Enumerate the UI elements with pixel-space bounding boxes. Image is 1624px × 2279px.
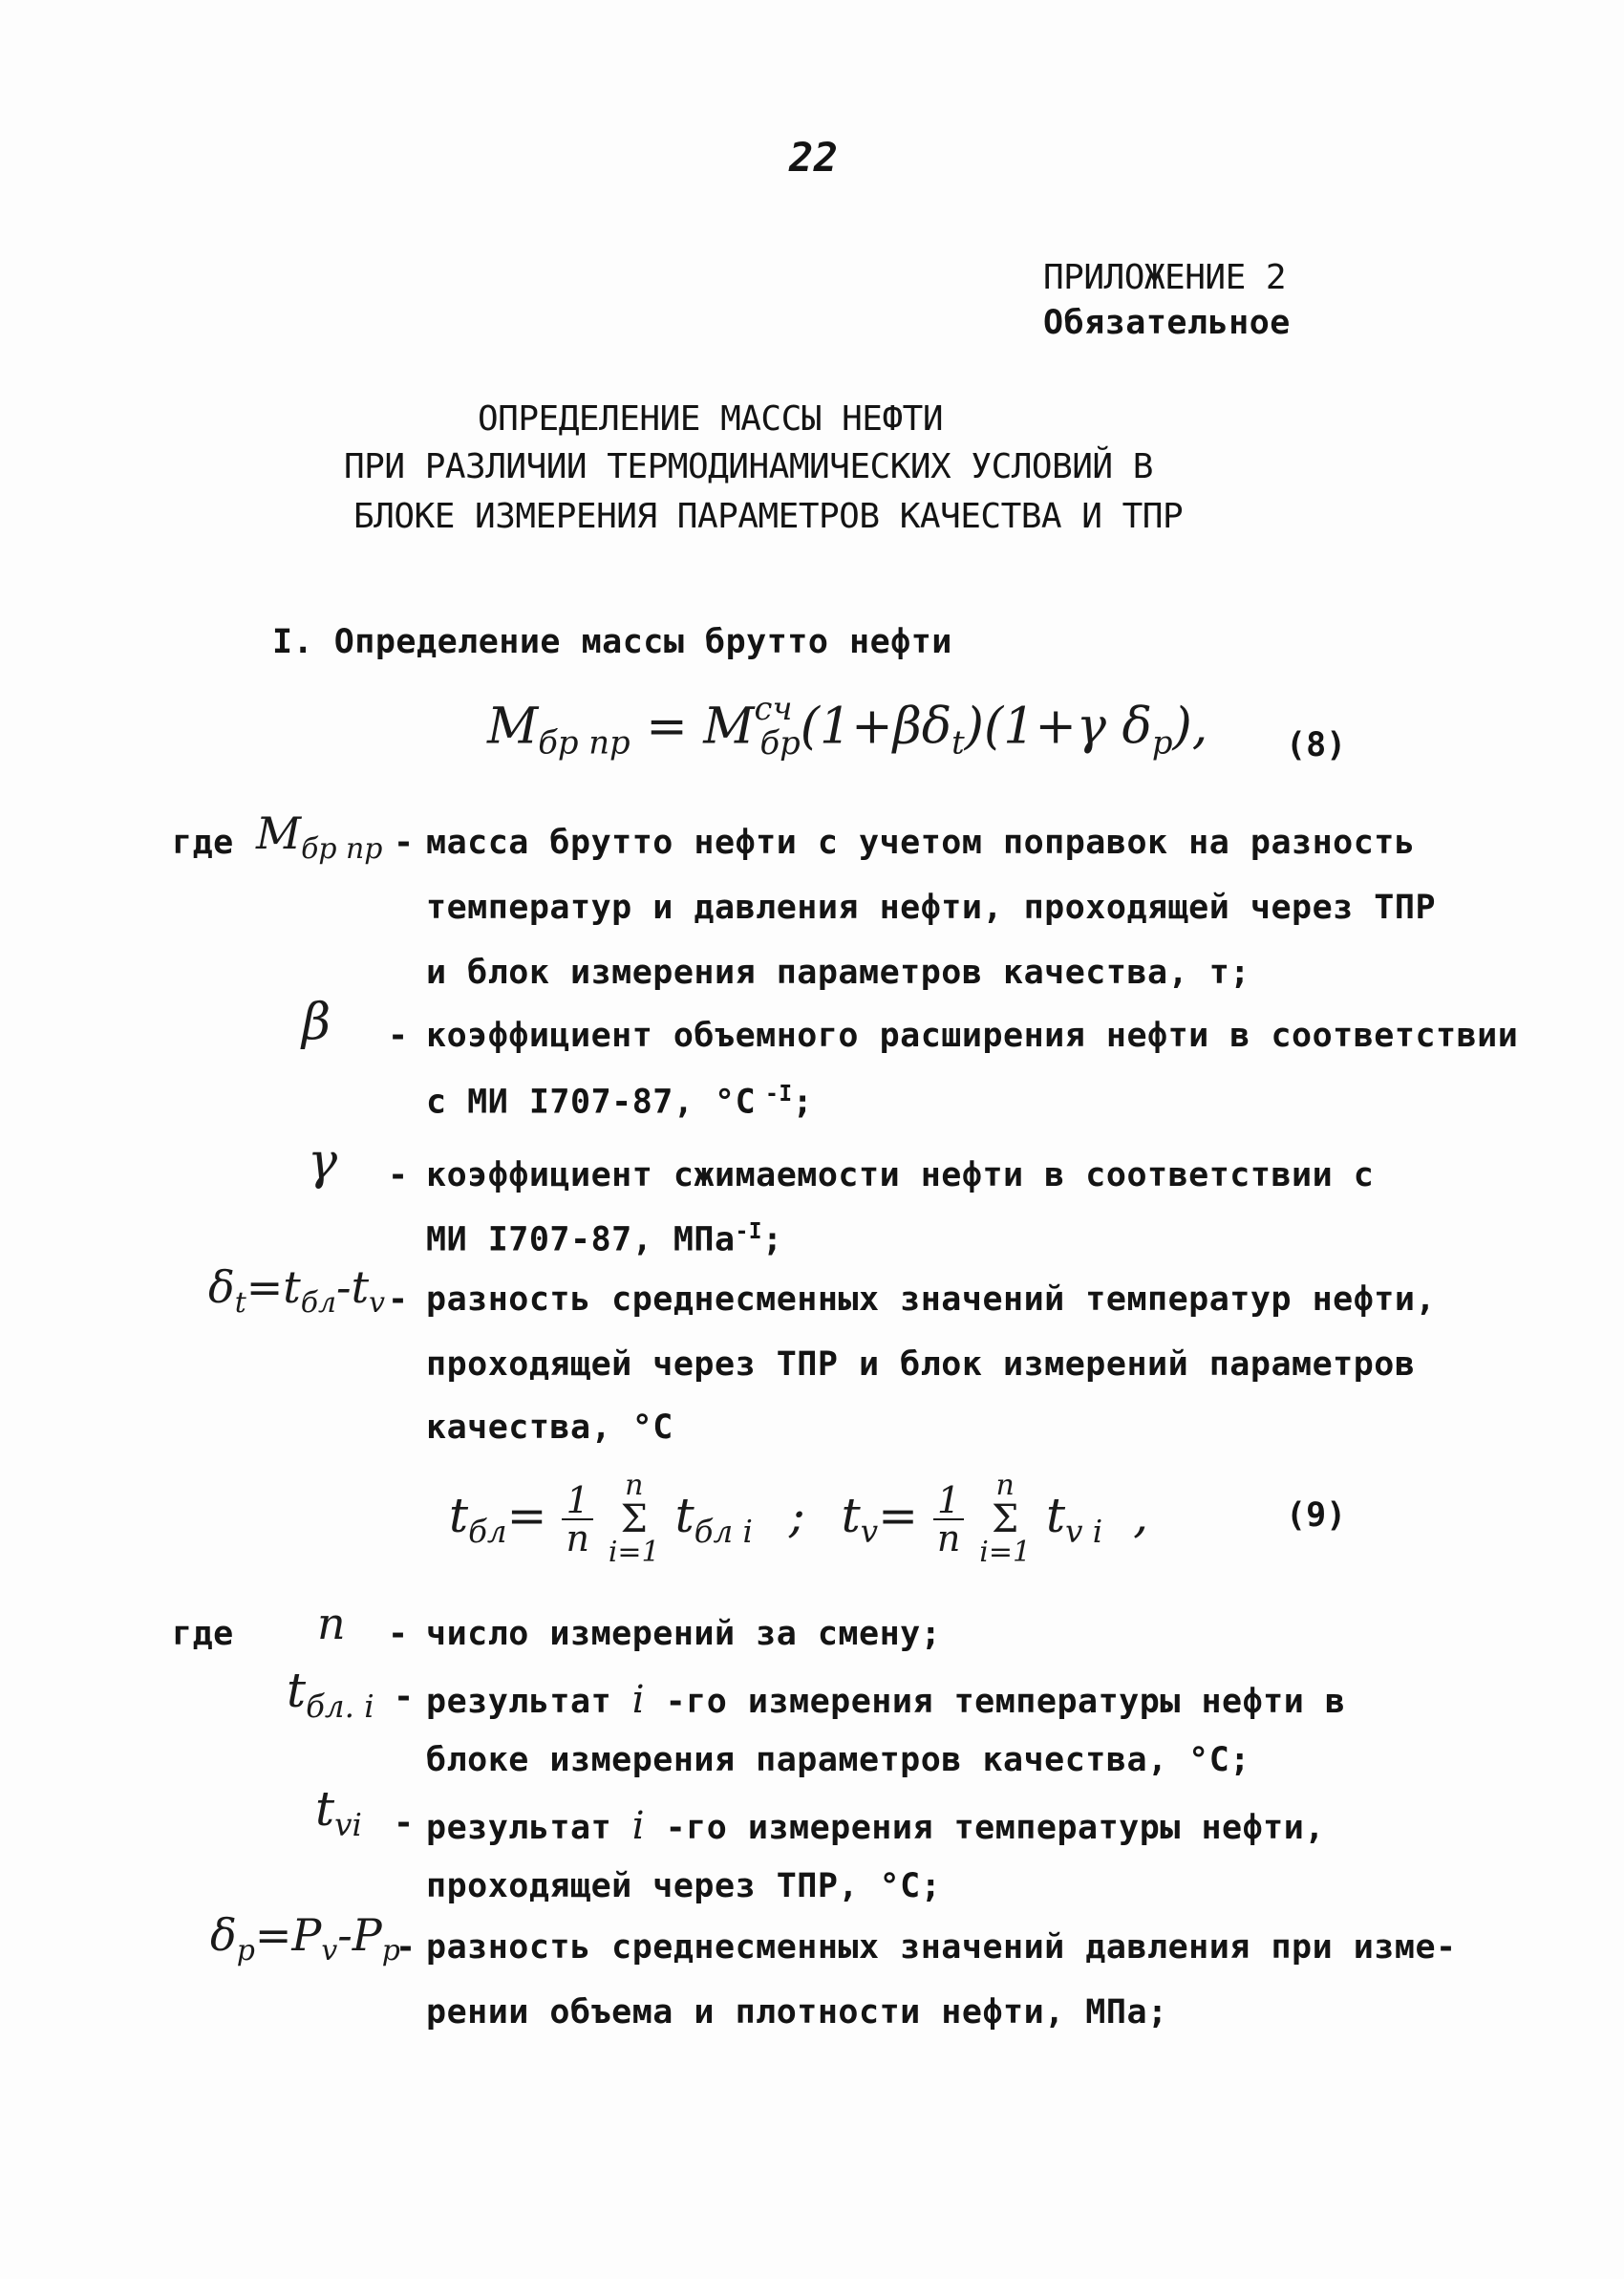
formula-8-lhs: M [487, 698, 539, 756]
formula-8 [487, 690, 1208, 762]
def-text-line: результат i -го измерения температуры нефти, [426, 1804, 1325, 1848]
title-line-2: ПРИ РАЗЛИЧИИ ТЕРМОДИНАМИЧЕСКИХ УСЛОВИЙ В [344, 447, 1153, 486]
title-line-3: БЛОКЕ ИЗМЕРЕНИЯ ПАРАМЕТРОВ КАЧЕСТВА И ТПР [353, 497, 1184, 536]
def-text-line: масса брутто нефти с учетом поправок на разность [426, 824, 1416, 862]
page-number: 22 [789, 134, 839, 181]
formula-8-number: (8) [1286, 726, 1347, 764]
formula-9-fraction-1: $\frac{1}{n}$ [562, 1482, 592, 1557]
def-symbol-n: n [317, 1598, 346, 1649]
formula-8-tail: (1+βδ [800, 698, 952, 756]
def-dash: - [388, 1017, 409, 1055]
def-text-line: коэффициент объемного расширения нефти в соответствии [426, 1017, 1519, 1055]
where-label-1: где [172, 824, 234, 862]
formula-8-lhs-sub: бр пр [538, 723, 630, 762]
formula-9-number: (9) [1286, 1496, 1347, 1535]
appendix-label: ПРИЛОЖЕНИЕ 2 [1043, 258, 1287, 297]
def-symbol-mass: $M_{бр пр}$ [256, 807, 383, 867]
def-text-line: число измерений за смену; [426, 1615, 942, 1653]
formula-8-sub: бр [759, 723, 801, 762]
def-text-line: проходящей через ТПР, °С; [426, 1867, 942, 1905]
formula-9-sum-1: n Σ i=1 [608, 1469, 660, 1569]
def-text-line: с МИ I707-87, °С $^{-I}$; [426, 1082, 814, 1122]
def-text-line: блоке измерения параметров качества, °С; [426, 1741, 1250, 1779]
def-text-line: качества, °С [426, 1408, 673, 1447]
def-text-line: разность среднесменных значений температур нефти, [426, 1280, 1437, 1319]
formula-8-p-sub: p [1151, 723, 1173, 762]
formula-8-eq: = M [630, 698, 755, 756]
formula-8-tail2: )(1+γ δ [964, 698, 1152, 756]
def-text-line: рении объема и плотности нефти, МПа; [426, 1993, 1168, 2032]
def-dash: - [388, 1615, 409, 1653]
def-dash: - [388, 1156, 409, 1194]
def-text-line: проходящей через ТПР и блок измерений параметров [426, 1345, 1416, 1384]
section-heading: I. Определение массы брутто нефти [272, 623, 952, 661]
def-dash: - [394, 824, 415, 862]
formula-8-sup: сч [754, 690, 793, 727]
def-text-line: результат i -го измерения температуры нефти в [426, 1678, 1346, 1722]
appendix-status: Обязательное [1043, 304, 1291, 342]
def-dash: - [394, 1678, 415, 1716]
def-symbol-delta-p: $\delta_p=P_v-P_p$ [210, 1909, 400, 1968]
formula-9-sum-2: n Σ i=1 [979, 1469, 1032, 1569]
def-symbol-gamma: γ [308, 1133, 338, 1191]
formula-8-end: ), [1172, 698, 1208, 756]
def-text-line: температур и давления нефти, проходящей через ТПР [426, 889, 1437, 927]
def-dash: - [388, 1280, 409, 1319]
def-symbol-beta: β [302, 994, 331, 1051]
formula-8-t-sub: t [951, 723, 965, 762]
def-text-line: разность среднесменных значений давления при изме- [426, 1928, 1457, 1967]
def-text-line: коэффициент сжимаемости нефти в соответствии с [426, 1156, 1375, 1194]
def-symbol-t-bl-i: $t_{бл. i}$ [287, 1663, 374, 1725]
def-text-line: МИ I707-87, МПа$^{-I}$; [426, 1219, 783, 1259]
where-label-2: где [172, 1615, 234, 1653]
def-dash: - [395, 1928, 417, 1967]
def-text-line: и блок измерения параметров качества, т; [426, 954, 1250, 992]
def-symbol-delta-t: $\delta_t=t_{бл}-t_v$ [208, 1261, 385, 1321]
title-line-1: ОПРЕДЕЛЕНИЕ МАССЫ НЕФТИ [478, 399, 943, 439]
def-dash: - [394, 1804, 415, 1842]
def-symbol-t-vi: $t_{vi}$ [315, 1781, 362, 1843]
formula-9: $t_{бл}=$ $\frac{1}{n}$ n Σ i=1 $t_{бл i}$ ; $t_v=$ $\frac{1}{n}$ n Σ i=1 $t_{v i}$ , [449, 1469, 1148, 1569]
formula-9-fraction-2: $\frac{1}{n}$ [933, 1482, 964, 1557]
